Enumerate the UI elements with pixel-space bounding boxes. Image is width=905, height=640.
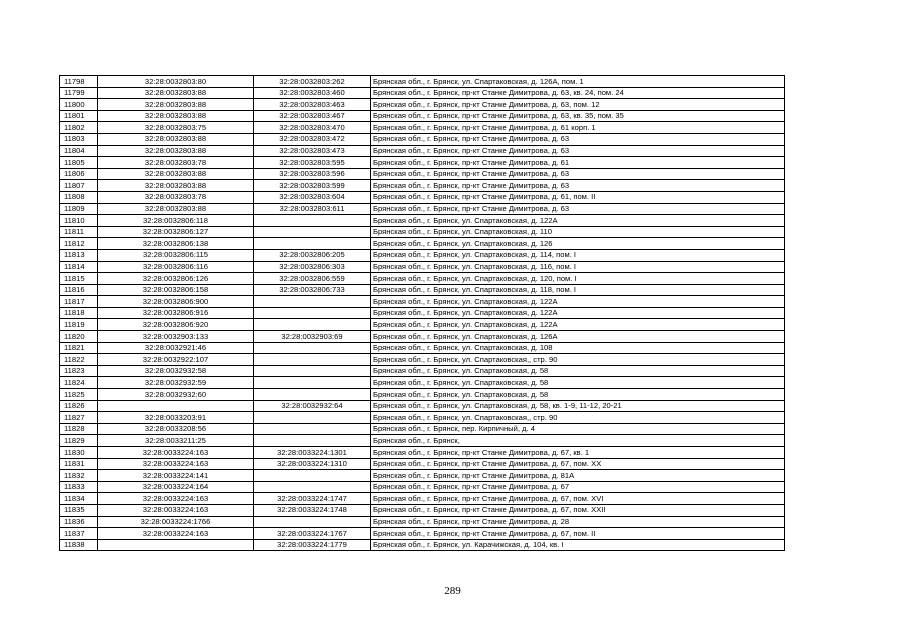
- row-number-cell: 11808: [60, 191, 98, 203]
- parcel-cadastral-number-cell: 32:28:0032803:78: [98, 191, 254, 203]
- parcel-cadastral-number-cell: 32:28:0033224:163: [98, 493, 254, 505]
- address-cell: Брянская обл., г. Брянск, пер. Кирпичный, д. 4: [371, 423, 785, 435]
- parcel-cadastral-number-cell: [98, 539, 254, 551]
- table-row: [60, 110, 785, 122]
- address-cell: Брянская обл., г. Брянск, ул. Спартаковская, д. 120, пом. I: [371, 273, 785, 285]
- parcel-cadastral-number-cell: 32:28:0033224:163: [98, 458, 254, 470]
- table-row: [60, 226, 785, 238]
- address-cell: Брянская обл., г. Брянск, ул. Спартаковская, д. 122А: [371, 307, 785, 319]
- row-number-cell: 11833: [60, 481, 98, 493]
- row-number-cell: 11802: [60, 122, 98, 134]
- row-number-cell: 11811: [60, 226, 98, 238]
- address-cell: Брянская обл., г. Брянск, пр-кт Станке Димитрова, д. 28: [371, 516, 785, 528]
- parcel-cadastral-number-cell: 32:28:0033208:56: [98, 423, 254, 435]
- parcel-cadastral-number-cell: 32:28:0032803:88: [98, 87, 254, 99]
- table-row: [60, 319, 785, 331]
- address-cell: Брянская обл., г. Брянск, пр-кт Станке Димитрова, д. 63: [371, 133, 785, 145]
- object-cadastral-number-cell: [254, 470, 371, 482]
- address-cell: Брянская обл., г. Брянск, ул. Спартаковская, д. 58, кв. 1-9, 11-12, 20-21: [371, 400, 785, 412]
- object-cadastral-number-cell: 32:28:0032803:460: [254, 87, 371, 99]
- object-cadastral-number-cell: 32:28:0033224:1301: [254, 447, 371, 459]
- object-cadastral-number-cell: 32:28:0033224:1779: [254, 539, 371, 551]
- address-cell: Брянская обл., г. Брянск, пр-кт Станке Димитрова, д. 61: [371, 157, 785, 169]
- object-cadastral-number-cell: 32:28:0032803:604: [254, 191, 371, 203]
- object-cadastral-number-cell: 32:28:0033224:1748: [254, 504, 371, 516]
- object-cadastral-number-cell: 32:28:0032803:470: [254, 122, 371, 134]
- row-number-cell: 11812: [60, 238, 98, 250]
- row-number-cell: 11814: [60, 261, 98, 273]
- parcel-cadastral-number-cell: 32:28:0032803:78: [98, 157, 254, 169]
- table-row: [60, 516, 785, 528]
- table-row: [60, 99, 785, 111]
- parcel-cadastral-number-cell: 32:28:0032803:88: [98, 110, 254, 122]
- row-number-cell: 11824: [60, 377, 98, 389]
- table-row: [60, 493, 785, 505]
- table-row: [60, 423, 785, 435]
- parcel-cadastral-number-cell: 32:28:0032803:88: [98, 99, 254, 111]
- table-row: [60, 273, 785, 285]
- parcel-cadastral-number-cell: 32:28:0032806:118: [98, 215, 254, 227]
- object-cadastral-number-cell: [254, 423, 371, 435]
- object-cadastral-number-cell: 32:28:0032803:467: [254, 110, 371, 122]
- object-cadastral-number-cell: [254, 412, 371, 424]
- table-row: [60, 447, 785, 459]
- table-row: [60, 412, 785, 424]
- table-row: [60, 504, 785, 516]
- parcel-cadastral-number-cell: 32:28:0033224:163: [98, 504, 254, 516]
- address-cell: Брянская обл., г. Брянск, ул. Спартаковская, д. 122А: [371, 296, 785, 308]
- table-row: [60, 377, 785, 389]
- row-number-cell: 11813: [60, 249, 98, 261]
- row-number-cell: 11806: [60, 168, 98, 180]
- row-number-cell: 11809: [60, 203, 98, 215]
- table-row: [60, 203, 785, 215]
- object-cadastral-number-cell: 32:28:0033224:1310: [254, 458, 371, 470]
- row-number-cell: 11800: [60, 99, 98, 111]
- parcel-cadastral-number-cell: [98, 400, 254, 412]
- parcel-cadastral-number-cell: 32:28:0033203:91: [98, 412, 254, 424]
- row-number-cell: 11804: [60, 145, 98, 157]
- address-cell: Брянская обл., г. Брянск, ул. Спартаковская, д. 126А, пом. 1: [371, 76, 785, 88]
- table-row: [60, 180, 785, 192]
- address-cell: Брянская обл., г. Брянск, пр-кт Станке Димитрова, д. 63, пом. 12: [371, 99, 785, 111]
- address-cell: Брянская обл., г. Брянск, пр-кт Станке Димитрова, д. 63: [371, 203, 785, 215]
- object-cadastral-number-cell: 32:28:0032806:733: [254, 284, 371, 296]
- object-cadastral-number-cell: 32:28:0032803:611: [254, 203, 371, 215]
- object-cadastral-number-cell: 32:28:0032803:599: [254, 180, 371, 192]
- parcel-cadastral-number-cell: 32:28:0032806:115: [98, 249, 254, 261]
- address-cell: Брянская обл., г. Брянск, ул. Спартаковская, д. 122А: [371, 215, 785, 227]
- table-row: [60, 435, 785, 447]
- table-row: [60, 249, 785, 261]
- row-number-cell: 11826: [60, 400, 98, 412]
- parcel-cadastral-number-cell: 32:28:0032806:900: [98, 296, 254, 308]
- address-cell: Брянская обл., г. Брянск, пр-кт Станке Димитрова, д. 67, пом. XXII: [371, 504, 785, 516]
- parcel-cadastral-number-cell: 32:28:0033211:25: [98, 435, 254, 447]
- row-number-cell: 11821: [60, 342, 98, 354]
- parcel-cadastral-number-cell: 32:28:0032806:916: [98, 307, 254, 319]
- address-cell: Брянская обл., г. Брянск, ул. Спартаковская,, стр. 90: [371, 354, 785, 366]
- object-cadastral-number-cell: 32:28:0033224:1747: [254, 493, 371, 505]
- address-cell: Брянская обл., г. Брянск, пр-кт Станке Димитрова, д. 63, кв. 35, пом. 35: [371, 110, 785, 122]
- object-cadastral-number-cell: [254, 389, 371, 401]
- parcel-cadastral-number-cell: 32:28:0032932:59: [98, 377, 254, 389]
- table-row: [60, 539, 785, 551]
- parcel-cadastral-number-cell: 32:28:0032903:133: [98, 331, 254, 343]
- parcel-cadastral-number-cell: 32:28:0033224:1766: [98, 516, 254, 528]
- row-number-cell: 11827: [60, 412, 98, 424]
- object-cadastral-number-cell: [254, 226, 371, 238]
- table-row: [60, 400, 785, 412]
- row-number-cell: 11838: [60, 539, 98, 551]
- address-cell: Брянская обл., г. Брянск, пр-кт Станке Димитрова, д. 67: [371, 481, 785, 493]
- row-number-cell: 11831: [60, 458, 98, 470]
- object-cadastral-number-cell: 32:28:0032803:596: [254, 168, 371, 180]
- row-number-cell: 11823: [60, 365, 98, 377]
- parcel-cadastral-number-cell: 32:28:0032803:80: [98, 76, 254, 88]
- parcel-cadastral-number-cell: 32:28:0032803:88: [98, 145, 254, 157]
- address-cell: Брянская обл., г. Брянск, ул. Спартаковская, д. 114, пом. I: [371, 249, 785, 261]
- table-row: [60, 307, 785, 319]
- table-row: [60, 331, 785, 343]
- address-cell: Брянская обл., г. Брянск, ул. Спартаковская, д. 116, пом. I: [371, 261, 785, 273]
- row-number-cell: 11822: [60, 354, 98, 366]
- address-cell: Брянская обл., г. Брянск, пр-кт Станке Димитрова, д. 67, пом. XX: [371, 458, 785, 470]
- address-cell: Брянская обл., г. Брянск, ул. Спартаковская, д. 110: [371, 226, 785, 238]
- address-cell: Брянская обл., г. Брянск, пр-кт Станке Димитрова, д. 61, пом. II: [371, 191, 785, 203]
- object-cadastral-number-cell: [254, 354, 371, 366]
- parcel-cadastral-number-cell: 32:28:0032803:88: [98, 180, 254, 192]
- row-number-cell: 11829: [60, 435, 98, 447]
- table-row: [60, 458, 785, 470]
- parcel-cadastral-number-cell: 32:28:0032803:88: [98, 168, 254, 180]
- table-row: [60, 389, 785, 401]
- table-row: [60, 191, 785, 203]
- table-row: [60, 365, 785, 377]
- object-cadastral-number-cell: 32:28:0032932:64: [254, 400, 371, 412]
- address-cell: Брянская обл., г. Брянск,: [371, 435, 785, 447]
- address-cell: Брянская обл., г. Брянск, ул. Спартаковская, д. 58: [371, 389, 785, 401]
- row-number-cell: 11825: [60, 389, 98, 401]
- registry-table-body: [60, 76, 785, 551]
- row-number-cell: 11834: [60, 493, 98, 505]
- address-cell: Брянская обл., г. Брянск, пр-кт Станке Димитрова, д. 67, кв. 1: [371, 447, 785, 459]
- row-number-cell: 11817: [60, 296, 98, 308]
- object-cadastral-number-cell: 32:28:0032803:472: [254, 133, 371, 145]
- object-cadastral-number-cell: [254, 342, 371, 354]
- object-cadastral-number-cell: 32:28:0032806:303: [254, 261, 371, 273]
- address-cell: Брянская обл., г. Брянск, ул. Спартаковская, д. 126: [371, 238, 785, 250]
- parcel-cadastral-number-cell: 32:28:0033224:141: [98, 470, 254, 482]
- row-number-cell: 11837: [60, 528, 98, 540]
- address-cell: Брянская обл., г. Брянск, ул. Спартаковская, д. 122А: [371, 319, 785, 331]
- row-number-cell: 11836: [60, 516, 98, 528]
- table-row: [60, 87, 785, 99]
- table-row: [60, 133, 785, 145]
- object-cadastral-number-cell: 32:28:0032803:463: [254, 99, 371, 111]
- object-cadastral-number-cell: [254, 377, 371, 389]
- table-row: [60, 296, 785, 308]
- parcel-cadastral-number-cell: 32:28:0032932:60: [98, 389, 254, 401]
- row-number-cell: 11832: [60, 470, 98, 482]
- row-number-cell: 11805: [60, 157, 98, 169]
- address-cell: Брянская обл., г. Брянск, пр-кт Станке Димитрова, д. 61 корп. 1: [371, 122, 785, 134]
- object-cadastral-number-cell: 32:28:0033224:1767: [254, 528, 371, 540]
- row-number-cell: 11835: [60, 504, 98, 516]
- address-cell: Брянская обл., г. Брянск, ул. Спартаковская, д. 58: [371, 377, 785, 389]
- object-cadastral-number-cell: [254, 307, 371, 319]
- parcel-cadastral-number-cell: 32:28:0032806:127: [98, 226, 254, 238]
- object-cadastral-number-cell: [254, 516, 371, 528]
- address-cell: Брянская обл., г. Брянск, ул. Спартаковская,, стр. 90: [371, 412, 785, 424]
- table-row: [60, 342, 785, 354]
- table-row: [60, 528, 785, 540]
- address-cell: Брянская обл., г. Брянск, ул. Спартаковская, д. 58: [371, 365, 785, 377]
- table-row: [60, 238, 785, 250]
- row-number-cell: 11815: [60, 273, 98, 285]
- parcel-cadastral-number-cell: 32:28:0032806:920: [98, 319, 254, 331]
- parcel-cadastral-number-cell: 32:28:0032803:88: [98, 133, 254, 145]
- page-number: 289: [444, 585, 461, 597]
- address-cell: Брянская обл., г. Брянск, пр-кт Станке Димитрова, д. 81А: [371, 470, 785, 482]
- object-cadastral-number-cell: [254, 435, 371, 447]
- row-number-cell: 11807: [60, 180, 98, 192]
- table-row: [60, 168, 785, 180]
- address-cell: Брянская обл., г. Брянск, ул. Спартаковская, д. 108: [371, 342, 785, 354]
- table-row: [60, 122, 785, 134]
- address-cell: Брянская обл., г. Брянск, пр-кт Станке Димитрова, д. 63: [371, 145, 785, 157]
- parcel-cadastral-number-cell: 32:28:0032921:46: [98, 342, 254, 354]
- row-number-cell: 11816: [60, 284, 98, 296]
- row-number-cell: 11819: [60, 319, 98, 331]
- row-number-cell: 11799: [60, 87, 98, 99]
- table-row: [60, 215, 785, 227]
- address-cell: Брянская обл., г. Брянск, ул. Спартаковская, д. 126А: [371, 331, 785, 343]
- object-cadastral-number-cell: 32:28:0032803:262: [254, 76, 371, 88]
- object-cadastral-number-cell: [254, 296, 371, 308]
- table-row: [60, 284, 785, 296]
- object-cadastral-number-cell: 32:28:0032803:595: [254, 157, 371, 169]
- object-cadastral-number-cell: 32:28:0032806:559: [254, 273, 371, 285]
- address-cell: Брянская обл., г. Брянск, пр-кт Станке Димитрова, д. 63, кв. 24, пом. 24: [371, 87, 785, 99]
- row-number-cell: 11818: [60, 307, 98, 319]
- address-cell: Брянская обл., г. Брянск, ул. Спартаковская, д. 118, пом. I: [371, 284, 785, 296]
- row-number-cell: 11810: [60, 215, 98, 227]
- parcel-cadastral-number-cell: 32:28:0033224:163: [98, 528, 254, 540]
- table-row: [60, 470, 785, 482]
- object-cadastral-number-cell: 32:28:0032803:473: [254, 145, 371, 157]
- row-number-cell: 11801: [60, 110, 98, 122]
- table-row: [60, 157, 785, 169]
- parcel-cadastral-number-cell: 32:28:0032803:88: [98, 203, 254, 215]
- object-cadastral-number-cell: 32:28:0032806:205: [254, 249, 371, 261]
- table-row: [60, 481, 785, 493]
- parcel-cadastral-number-cell: 32:28:0032806:126: [98, 273, 254, 285]
- row-number-cell: 11803: [60, 133, 98, 145]
- table-row: [60, 76, 785, 88]
- object-cadastral-number-cell: [254, 365, 371, 377]
- object-cadastral-number-cell: [254, 215, 371, 227]
- row-number-cell: 11828: [60, 423, 98, 435]
- parcel-cadastral-number-cell: 32:28:0032932:58: [98, 365, 254, 377]
- object-cadastral-number-cell: 32:28:0032903:69: [254, 331, 371, 343]
- address-cell: Брянская обл., г. Брянск, пр-кт Станке Димитрова, д. 63: [371, 180, 785, 192]
- object-cadastral-number-cell: [254, 238, 371, 250]
- parcel-cadastral-number-cell: 32:28:0032806:116: [98, 261, 254, 273]
- table-row: [60, 145, 785, 157]
- row-number-cell: 11830: [60, 447, 98, 459]
- address-cell: Брянская обл., г. Брянск, ул. Карачижская, д. 104, кв. I: [371, 539, 785, 551]
- parcel-cadastral-number-cell: 32:28:0032922:107: [98, 354, 254, 366]
- parcel-cadastral-number-cell: 32:28:0032806:158: [98, 284, 254, 296]
- table-row: [60, 354, 785, 366]
- row-number-cell: 11798: [60, 76, 98, 88]
- registry-table: [59, 75, 785, 551]
- address-cell: Брянская обл., г. Брянск, пр-кт Станке Димитрова, д. 63: [371, 168, 785, 180]
- parcel-cadastral-number-cell: 32:28:0032806:138: [98, 238, 254, 250]
- parcel-cadastral-number-cell: 32:28:0032803:75: [98, 122, 254, 134]
- parcel-cadastral-number-cell: 32:28:0033224:164: [98, 481, 254, 493]
- table-row: [60, 261, 785, 273]
- object-cadastral-number-cell: [254, 481, 371, 493]
- address-cell: Брянская обл., г. Брянск, пр-кт Станке Димитрова, д. 67, пом. XVI: [371, 493, 785, 505]
- parcel-cadastral-number-cell: 32:28:0033224:163: [98, 447, 254, 459]
- row-number-cell: 11820: [60, 331, 98, 343]
- address-cell: Брянская обл., г. Брянск, пр-кт Станке Димитрова, д. 67, пом. II: [371, 528, 785, 540]
- object-cadastral-number-cell: [254, 319, 371, 331]
